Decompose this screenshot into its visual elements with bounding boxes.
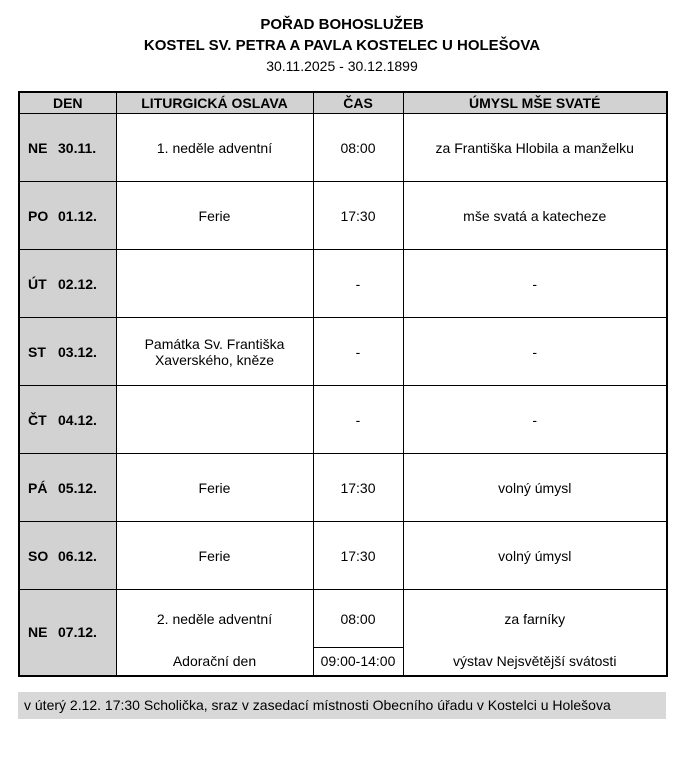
day-cell xyxy=(19,182,116,250)
day-cell xyxy=(19,114,116,182)
table-row xyxy=(19,114,667,182)
day-date: 30.11. xyxy=(58,139,97,156)
intention-cell: - xyxy=(403,318,667,386)
day-date: 01.12. xyxy=(58,207,97,224)
schedule-table xyxy=(18,91,668,677)
column-header-intention: ÚMYSL MŠE SVATÉ xyxy=(403,92,667,114)
day-abbr: PO xyxy=(28,207,49,224)
day-cell xyxy=(19,318,116,386)
table-row xyxy=(19,454,667,522)
day-date: 02.12. xyxy=(58,275,97,292)
time-cell: 09:00-14:00 xyxy=(313,648,403,676)
time-cell: - xyxy=(313,250,403,318)
intention-cell: mše svatá a katecheze xyxy=(403,182,667,250)
celebration-cell: Ferie xyxy=(116,454,313,522)
time-cell: 17:30 xyxy=(313,182,403,250)
celebration-cell: 2. neděle adventní xyxy=(116,590,313,648)
celebration-cell: Adorační den xyxy=(116,648,313,676)
day-date: 06.12. xyxy=(58,547,97,564)
celebration-cell: 1. neděle adventní xyxy=(116,114,313,182)
column-header-celebration: LITURGICKÁ OSLAVA xyxy=(116,92,313,114)
time-cell: - xyxy=(313,386,403,454)
intention-cell: volný úmysl xyxy=(403,454,667,522)
time-cell: 17:30 xyxy=(313,522,403,590)
day-abbr: PÁ xyxy=(28,479,48,496)
day-date: 04.12. xyxy=(58,411,97,428)
celebration-cell xyxy=(116,386,313,454)
title-block xyxy=(18,14,666,77)
day-abbr: ÚT xyxy=(28,275,47,292)
day-abbr: ST xyxy=(28,343,46,360)
day-cell xyxy=(19,590,116,676)
day-cell xyxy=(19,454,116,522)
day-abbr: SO xyxy=(28,547,49,564)
page-subtitle: KOSTEL SV. PETRA A PAVLA KOSTELEC U HOLEŠOVA xyxy=(143,37,541,54)
time-cell: 17:30 xyxy=(313,454,403,522)
day-date: 05.12. xyxy=(58,479,97,496)
time-cell: 08:00 xyxy=(313,114,403,182)
intention-cell: volný úmysl xyxy=(403,522,667,590)
table-row xyxy=(19,318,667,386)
celebration-cell: Památka Sv. Františka Xaverského, kněze xyxy=(116,318,313,386)
table-row xyxy=(19,386,667,454)
day-date: 03.12. xyxy=(58,343,97,360)
intention-cell: výstav Nejsvětější svátosti xyxy=(403,648,667,676)
intention-cell: - xyxy=(403,386,667,454)
day-cell xyxy=(19,522,116,590)
table-header-row xyxy=(19,92,667,114)
column-header-time: ČAS xyxy=(313,92,403,114)
column-header-den: DEN xyxy=(19,92,116,114)
table-subrow xyxy=(19,648,667,676)
intention-cell: za Františka Hlobila a manželku xyxy=(403,114,667,182)
day-abbr: NE xyxy=(28,139,48,156)
intention-cell: - xyxy=(403,250,667,318)
day-abbr: NE xyxy=(28,624,48,641)
time-cell: - xyxy=(313,318,403,386)
footer-note: v úterý 2.12. 17:30 Scholička, sraz v zasedací místnosti Obecního úřadu v Kostelci u Holešova xyxy=(18,692,666,719)
day-cell xyxy=(19,386,116,454)
table-row xyxy=(19,522,667,590)
intention-cell: za farníky xyxy=(403,590,667,648)
day-abbr: ČT xyxy=(28,411,47,428)
celebration-cell: Ferie xyxy=(116,182,313,250)
celebration-cell xyxy=(116,250,313,318)
day-cell xyxy=(19,250,116,318)
table-row xyxy=(19,182,667,250)
celebration-cell: Ferie xyxy=(116,522,313,590)
table-row xyxy=(19,250,667,318)
day-date: 07.12. xyxy=(58,624,97,641)
time-cell: 08:00 xyxy=(313,590,403,648)
date-range: 30.11.2025 - 30.12.1899 xyxy=(266,58,418,74)
page-title: POŘAD BOHOSLUŽEB xyxy=(260,16,424,33)
table-row xyxy=(19,590,667,648)
